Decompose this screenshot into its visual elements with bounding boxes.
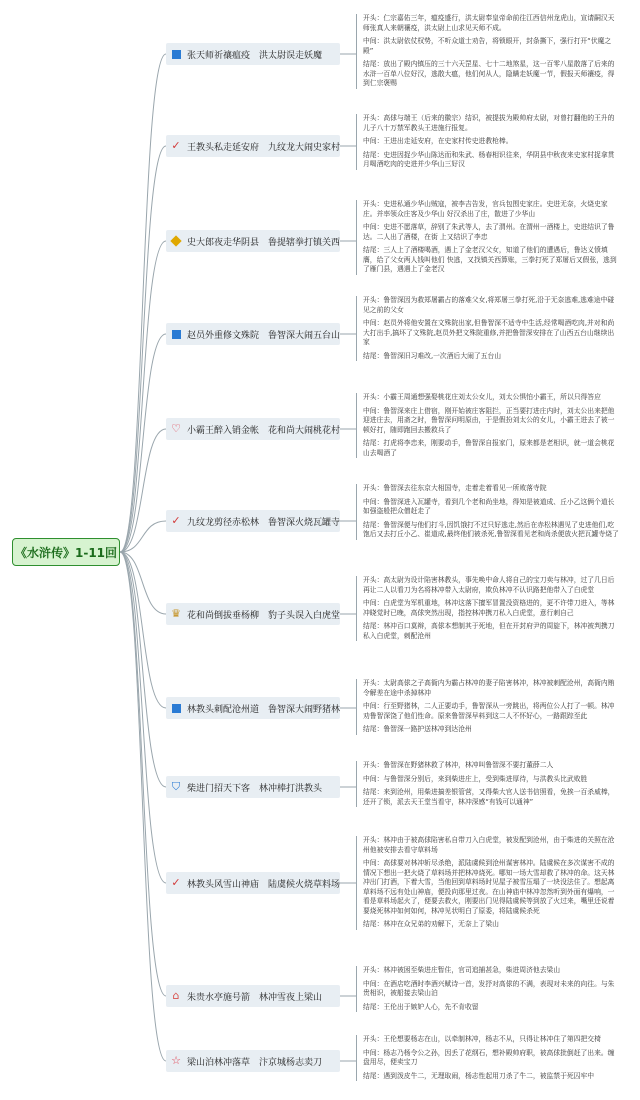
blue-square-icon bbox=[170, 328, 182, 340]
chapter-node-11[interactable] bbox=[166, 985, 340, 1007]
detail-line: 开头：林冲被困至柴进庄暂住，官司追捕甚急，柴进周济他去梁山 bbox=[363, 966, 561, 974]
root-connector bbox=[120, 552, 166, 883]
root-connector bbox=[120, 429, 166, 552]
detail-line: 中间：在酒店吃酒时李酒兴赋诗一首，发抒对高俅的不满，表现对未来的向往。与朱贵相识，被船接去梁山泊 bbox=[363, 979, 615, 997]
chapter-node-9[interactable] bbox=[166, 776, 340, 798]
chapter-details-7 bbox=[356, 576, 620, 641]
chapter-title: 赵员外重修文殊院 鲁智深大闹五台山 bbox=[187, 330, 340, 341]
chapter-title: 柴进门招天下客 林冲棒打洪教头 bbox=[187, 783, 323, 794]
detail-line: 中间：高俅要对林冲斩尽杀绝，派陆虞候到沧州谋害林冲。陆虞候在多次谋害不成的情况下想出一把火烧了草料场并把林冲烧死。哪知一场大雪却救了林冲的命。这天林冲出门打酒，下着大雪，当他回到草料场时见屋子被雪压塌了一块没法住了。想起离草料场不远有处山神庙，便投向那里过夜。在山神庙中林冲忽然听到外面有爆响，一看是草料场起火了，便要去救火，刚要出门见得陆虞候等到放了火过来，嘴里还说着要烧死林冲如何如何，林冲见状明白了原委，将陆虞候杀死 bbox=[363, 859, 615, 915]
chapter-title: 王教头私走延安府 九纹龙大闹史家村 bbox=[187, 142, 340, 153]
red-check-icon: ✓ bbox=[171, 514, 181, 527]
detail-line: 结尾：来到沧州，用柴进搞差银管营，又得柴大官人送书信照看，免挨一百杀威棒，还开了锁，派去天王堂当看守，林冲深感“有钱可以通神” bbox=[363, 788, 615, 806]
chapter-title: 朱贵水亭施号箭 林冲雪夜上梁山 bbox=[187, 992, 323, 1003]
red-check-icon: ✓ bbox=[171, 139, 181, 152]
chapter-details-6 bbox=[356, 484, 620, 540]
detail-line: 开头：高俅与端王（后来的徽宗）结识，被提拔为殿帅府太尉，对曾打翻他的王升的儿子八十万禁军教头王进施行报复。 bbox=[363, 114, 615, 132]
detail-line: 结尾：遇到泼皮牛二，无理取闹，杨志性起用刀杀了牛二，被监禁于死囚牢中 bbox=[363, 1071, 595, 1080]
detail-line: 中间：王进出走延安府，在史家村传史进教枪棒。 bbox=[363, 137, 513, 145]
detail-line: 结尾：打虎将李忠来，刚要动手，鲁智深自报家门，原来都是老相识，就一道会桃花山去喝酒了 bbox=[363, 439, 615, 457]
root-connector bbox=[120, 552, 166, 787]
detail-line: 中间：杨志乃杨令公之孙，因丢了花纲石，想补殿帅府职，被高俅批倒赶了出来。缠盘用尽，便卖宝刀 bbox=[363, 1048, 615, 1066]
root-connector bbox=[120, 552, 166, 614]
detail-line: 结尾：林冲百口莫辩，高俅本想制其于死地，但在开封府尹的周旋下，林冲被判携刀私入白虎堂，刺配沧州 bbox=[363, 622, 615, 640]
root-connector bbox=[120, 146, 166, 552]
chapter-title: 林教头风雪山神庙 陆虞候火烧草料场 bbox=[187, 879, 340, 890]
chapter-node-2[interactable] bbox=[166, 135, 340, 157]
chapter-node-3[interactable] bbox=[166, 230, 340, 252]
blue-square-icon bbox=[170, 702, 182, 714]
chapter-details-9 bbox=[356, 761, 620, 807]
detail-line: 中间：与鲁智深分别后，来到柴进庄上，受到柴进厚待，与洪教头比武败胜 bbox=[363, 774, 588, 783]
root-connector bbox=[120, 241, 166, 552]
detail-line: 开头：仁宗嘉佑三年，瘟疫盛行，洪太尉奉皇帝命前往江西信州龙虎山，宣请嗣汉天师张真人来朝禳疫，洪太尉上山求见天师不成。 bbox=[363, 14, 615, 32]
chapter-details-11 bbox=[356, 966, 620, 1012]
chapter-details-5 bbox=[356, 393, 620, 458]
detail-line: 中间：鲁智深进入瓦罐寺，看到几个老和尚坐地，得知是被道成、丘小乙这俩个道长如强盗般把众僧赶走了 bbox=[363, 497, 615, 515]
chapter-node-5[interactable] bbox=[166, 418, 340, 440]
detail-line: 结尾：史进因捉少华山陈达而和朱武、杨春相识往来，华阴县中秋夜来史家村捉拿贯月喝酒吃肉的史进并少华山三好汉 bbox=[363, 150, 615, 168]
root-connector bbox=[120, 552, 166, 708]
chapter-title: 花和尚倒拔垂杨柳 豹子头误入白虎堂 bbox=[187, 610, 340, 621]
chapter-details-4 bbox=[356, 296, 620, 361]
chapter-title: 林教头刺配沧州道 鲁智深大闹野猪林 bbox=[187, 704, 340, 715]
chapter-details-8 bbox=[356, 679, 620, 735]
yellow-diamond-icon bbox=[170, 235, 182, 247]
detail-line: 中间：白虎堂为军机重地，林冲这落下擅军冒置没资格进的，更不许带刀进入，等林冲晓觉时已晚，高俅突然出现，指控林冲携刀私入白虎堂，意行刺自己 bbox=[363, 599, 615, 617]
detail-line: 开头：鲁智深因为救郑屠霸占的落难父女,将郑屠三拳打死,沿于无奈逃难,逃难途中碰见之前的父女 bbox=[363, 296, 615, 314]
chapter-node-8[interactable] bbox=[166, 697, 340, 719]
detail-line: 开头：太尉高俅之子高衙内为霸占林冲的妻子陷害林冲，林冲被刺配沧州，高衙内贿令解差在途中杀掉林冲 bbox=[363, 679, 615, 697]
detail-line: 结尾：鲁智深旧习难改,一次酒后大闹了五台山 bbox=[363, 351, 502, 360]
chapter-title: 史大郎夜走华阴县 鲁提辖拳打镇关西 bbox=[187, 237, 340, 248]
root-connector bbox=[120, 552, 166, 1061]
chapter-title: 九纹龙剪径赤松林 鲁智深火烧瓦罐寺 bbox=[187, 517, 340, 528]
detail-line: 开头：王伦想要杨志在山，以牵制林冲，杨志不从，只得让林冲住了第四把交椅 bbox=[363, 1035, 601, 1043]
chapter-details-10 bbox=[356, 836, 620, 930]
blue-square-icon bbox=[170, 48, 182, 60]
house-icon: ⌂ bbox=[172, 989, 180, 1002]
root-connector bbox=[120, 552, 166, 996]
root-connector bbox=[120, 521, 166, 552]
detail-line: 中间：行至野猪林，二人正要动手，鲁智深从一旁跳出，将两位公人打了一顿。林冲劝鲁智深饶了他们性命。原来鲁智深早料到这二人不怀好心，一路跟踪至此 bbox=[363, 702, 615, 720]
root-connector bbox=[120, 54, 166, 552]
chapter-details-3 bbox=[356, 200, 620, 275]
chapter-node-6[interactable] bbox=[166, 510, 340, 532]
detail-line: 中间：赵员外将他安置在文殊院出家,但鲁智深不适寺中生活,经常喝酒吃肉,并对和尚大打出手,搞坏了文殊院,赵员外把文殊院重修,并把鲁智深安排在了山西五台山继续出家 bbox=[363, 319, 615, 346]
detail-line: 结尾：放出了殿内镇压的三十六天罡星、七十二地煞星，这一百零八星散落了后来的水浒一百单八位好汉，逃散大瘟，他们何从人，隐瞒走妖魔一节，假报天师禳疫，得到仁宗褒赐 bbox=[363, 60, 615, 87]
heart-icon: ♡ bbox=[171, 422, 181, 435]
chapter-title: 小霸王醉入销金帐 花和尚大闹桃花村 bbox=[187, 425, 340, 436]
detail-line: 开头：史进私通少华山贼寇，被李吉告发，官兵包围史家庄。史进无奈，火烧史家庄。并率领众庄客及少华山 好汉杀出了庄，散进了少华山 bbox=[363, 200, 608, 218]
chapter-node-12[interactable] bbox=[166, 1050, 340, 1072]
chapter-node-7[interactable] bbox=[166, 603, 340, 625]
root-title: 《水浒传》1-11回 bbox=[14, 545, 118, 560]
chapter-title: 张天师祈禳瘟疫 洪太尉误走妖魔 bbox=[187, 50, 323, 61]
detail-line: 结尾：鲁智深便与他们打斗,因饥饿打不过只好逃走,然后在赤松林遇见了史进他们,吃饱后又去打丘小乙、崔道成,最终他们被杀死,鲁智深看见老和尚杀便放火把瓦罐寺烧了 bbox=[363, 520, 619, 538]
detail-line: 开头：鲁智深在野猪林救了林冲，林冲叫鲁智深不要打董薛二人 bbox=[363, 761, 554, 769]
chapter-details-1 bbox=[356, 14, 620, 89]
detail-line: 结尾：林冲在众兄弟的劝解下，无奈上了梁山 bbox=[363, 920, 499, 928]
red-check-icon: ✓ bbox=[171, 876, 181, 889]
star-icon: ☆ bbox=[171, 1054, 181, 1067]
detail-line: 中间：史进不愿落草，辞别了朱武等人，去了渭州。在渭州一酒楼上，史进结识了鲁达。二人出了酒楼，在街 上又结识了李忠 bbox=[363, 223, 615, 241]
root-node[interactable] bbox=[12, 538, 120, 566]
chapter-details-2 bbox=[356, 114, 620, 170]
chapter-node-10[interactable] bbox=[166, 872, 340, 894]
chapter-title: 梁山泊林冲落草 汴京城杨志卖刀 bbox=[187, 1057, 323, 1068]
chapter-details-12 bbox=[356, 1035, 620, 1081]
chapter-node-1[interactable] bbox=[166, 43, 340, 65]
shield-icon: ⛉ bbox=[171, 780, 181, 793]
detail-line: 结尾：鲁智深一路护送林冲到达沧州 bbox=[363, 725, 472, 733]
detail-line: 开头：小霸王周通想强娶桃花庄刘太公女儿，刘太公惧怕小霸王，所以只得答应 bbox=[363, 393, 601, 401]
detail-line: 开头：林冲由于被高俅陷害私自带刀入白虎堂，被发配到沧州，由于柴进的关照在沧州他被安排去看守草料场 bbox=[363, 836, 615, 854]
detail-line: 中间：鲁智深来庄上借宿，刚开始被庄客阻拦，正当要打进庄内时，刘太公出来把他迎进庄去，用斋之时，鲁智深问明原由，于是假扮刘太公的女儿，小霸王进去了被一顿好打，随即跑回去搬救兵了 bbox=[363, 406, 615, 434]
detail-line: 结尾：三人上了酒楼喝酒，遇上了金老汉父女，知道了他们的遭遇后，鲁达义愤填膺，给了父女两人钱叫他们 快逃，又找镇关西算账，三拳打死了郑屠后又假张，逃到了雁门县，遇遇上了金老汉 bbox=[363, 246, 617, 273]
trophy-icon: ♛ bbox=[171, 607, 181, 620]
detail-line: 中间：洪太尉依仗权势，不听众道士劝告，将锁眼开，封条撕下，强行打开“伏魔之殿” bbox=[363, 37, 612, 55]
detail-line: 开头：高太尉为设计陷害林教头，事先唤中命人将自己的宝刀卖与林冲，过了几日后再让二人以看刀为名将林冲带入太尉府，欺负林冲不认识路把他带入了白虎堂 bbox=[363, 576, 615, 594]
root-connector bbox=[120, 334, 166, 552]
detail-line: 结尾：王伦出于嫉妒人心，先不肯收留 bbox=[363, 1002, 479, 1011]
detail-line: 开头：鲁智深去往东京大相国寺，走着走着看见一所败落寺院 bbox=[363, 484, 547, 492]
chapter-node-4[interactable] bbox=[166, 323, 340, 345]
